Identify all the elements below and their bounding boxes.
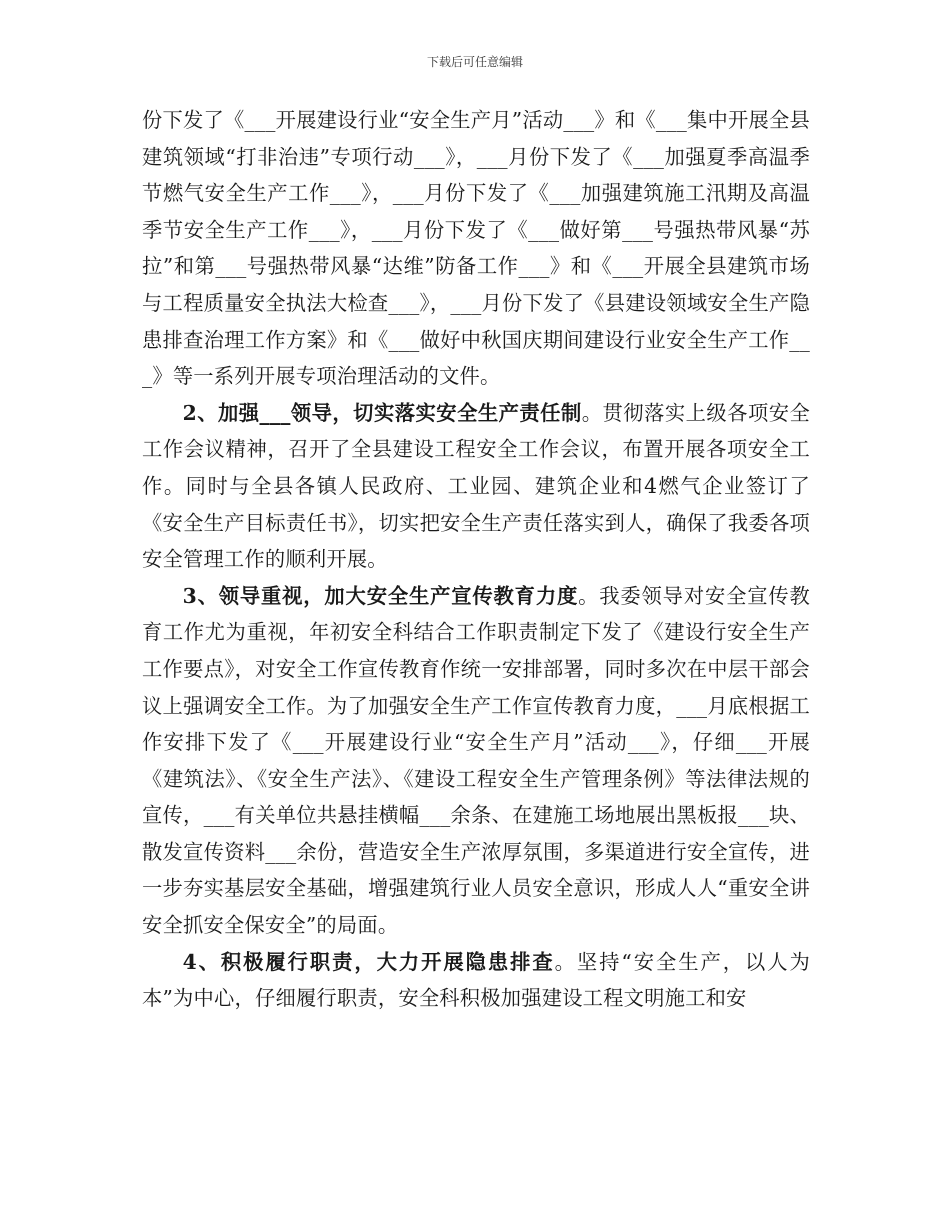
document-body: [142, 102, 810, 1017]
page-header: 下载后可任意编辑: [426, 55, 523, 69]
paragraph-lead: 2、加强___领导，切实落实安全生产责任制: [182, 400, 582, 425]
paragraph-text: 。贯彻落实上级各项安全工作会议精神，召开了全县建设工程安全工作会议，布置开展各项安全工作。同时与全县各镇人民政府、工业园、建筑企业和4燃气企业签订了《安全生产目标责任书》，切实把安全生产责任落实到人，确保了我委各项安全管理工作的顺利开展。: [142, 400, 810, 572]
paragraph-text: 。我委领导对安全宣传教育工作尤为重视，年初安全科结合工作职责制定下发了《建设行安全生产工作要点》，对安全工作宣传教育作统一安排部署，同时多次在中层干部会议上强调安全工作。为了加强安全生产工作宣传教育力度，___月底根据工作安排下发了《___开展建设行业“安全生产月”活动___》，仔细___开展《建筑法》、《安全生产法》、《建设工程安全生产管理条例》等法律法规的宣传，___有关单位共悬挂横幅___余条、在建施工场地展出黑板报___块、散发宣传资料___余份，营造安全生产浓厚氛围，多渠道进行安全宣传，进一步夯实基层安全基础，增强建筑行业人员安全意识，形成人人“重安全讲安全抓安全保安全”的局面。: [142, 583, 810, 938]
paragraph-lead: 4、积极履行职责，大力开展隐患排查: [182, 949, 555, 974]
paragraph-section-3: [142, 578, 810, 944]
paragraph-text: 。坚持“安全生产，以人为本”为中心，仔细履行职责，安全科积极加强建设工程文明施工和安: [142, 949, 810, 1011]
paragraph-continuation: [142, 102, 810, 395]
paragraph-section-4: [142, 944, 810, 1017]
paragraph-lead: 3、领导重视，加大安全生产宣传教育力度: [182, 583, 579, 608]
paragraph-section-2: [142, 395, 810, 578]
paragraph-text: 份下发了《___开展建设行业“安全生产月”活动___》和《___集中开展全县建筑领域“打非治违”专项行动___》，___月份下发了《___加强夏季高温季节燃气安全生产工作___》，___月份下发了《___加强建筑施工汛期及高温季节安全生产工作___》，___月份下发了《___做好第___号强热带风暴“苏拉”和第___号强热带风暴“达维”防备工作___》和《___开展全县建筑市场与工程质量安全执法大检查___》，___月份下发了《县建设领域安全生产隐患排查治理工作方案》和《___做好中秋国庆期间建设行业安全生产工作___》等一系列开展专项治理活动的文件。: [142, 108, 810, 389]
